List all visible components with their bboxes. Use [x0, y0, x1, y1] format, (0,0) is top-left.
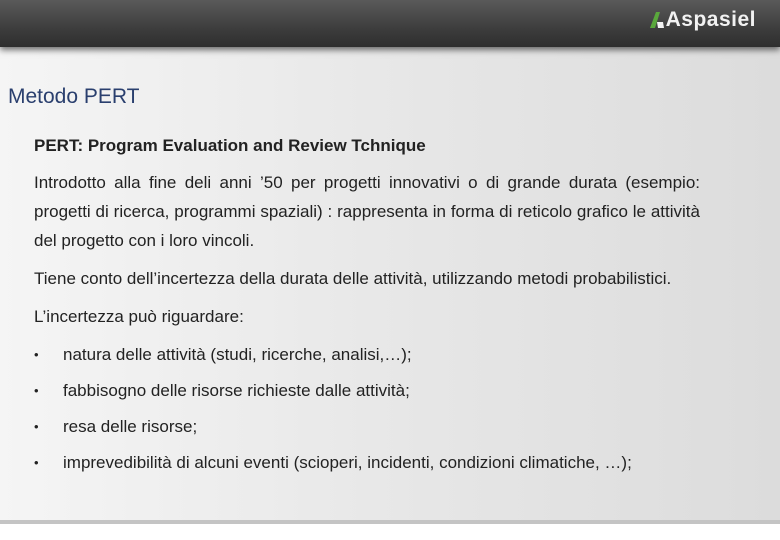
slide-bottom-edge	[0, 520, 780, 524]
slide-subtitle: PERT: Program Evaluation and Review Tchnique	[34, 136, 426, 155]
bullet-icon: •	[34, 383, 39, 398]
bullet-icon: •	[34, 347, 39, 362]
list-item	[34, 340, 700, 369]
list-item	[34, 448, 700, 477]
logo-text: Aspasiel	[665, 8, 756, 31]
list-item-text: resa delle risorse;	[63, 417, 198, 436]
aspasiel-logo-icon	[649, 11, 665, 29]
header-bar	[0, 0, 780, 47]
list-item	[34, 412, 700, 441]
bullet-icon: •	[34, 419, 39, 434]
logo	[649, 8, 756, 32]
list-item-text: fabbisogno delle risorse richieste dalle attività;	[63, 381, 410, 400]
bullet-list	[34, 340, 700, 477]
list-item-text: imprevedibilità di alcuni eventi (scioperi, incidenti, condizioni climatiche, …);	[63, 453, 632, 472]
paragraph-intro: Introdotto alla fine deli anni ’50 per progetti innovativi o di grande durata (esempio: progetti di ricerca, programmi spaziali) : rappresenta in forma di reticolo grafico le attività del progetto con i loro vincoli.	[34, 173, 700, 250]
bullet-icon: •	[34, 455, 39, 470]
list-item	[34, 376, 700, 405]
paragraph-list-intro: L’incertezza può riguardare:	[34, 307, 244, 326]
slide-title: Metodo PERT	[8, 85, 140, 108]
paragraph-uncertainty: Tiene conto dell’incertezza della durata delle attività, utilizzando metodi probabilistici.	[34, 269, 672, 288]
slide-content	[34, 131, 700, 484]
list-item-text: natura delle attività (studi, ricerche, analisi,…);	[63, 345, 412, 364]
